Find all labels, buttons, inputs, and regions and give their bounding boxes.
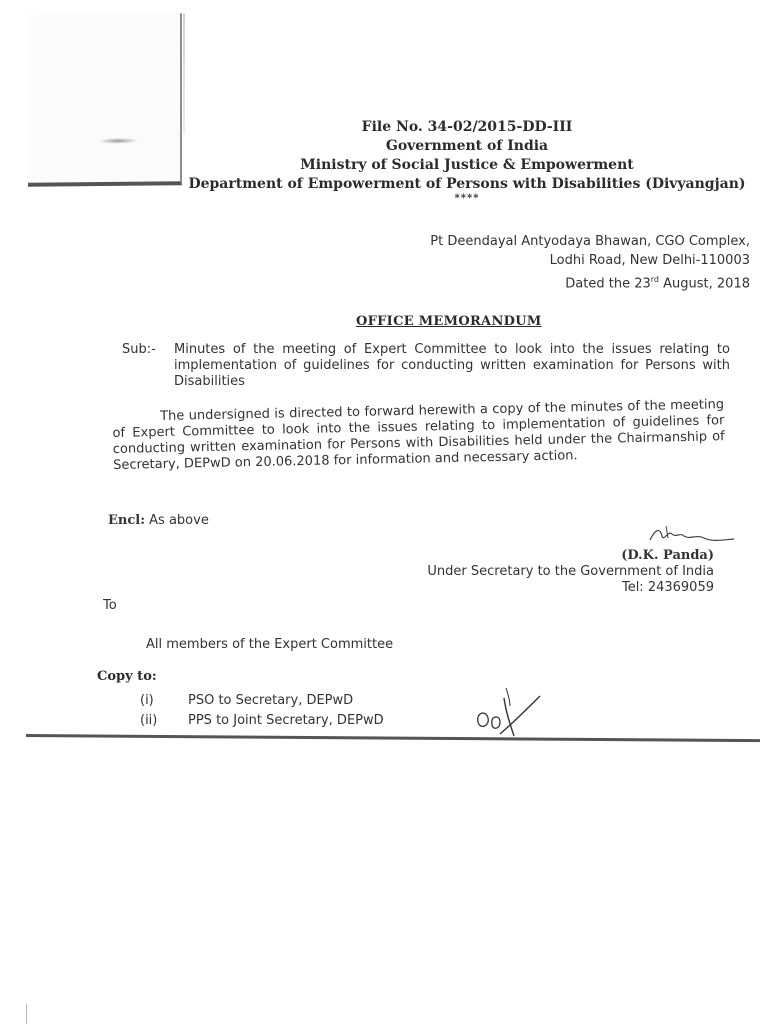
copy-item-number: (ii) (140, 713, 158, 728)
subject-label: Sub:- (122, 342, 156, 357)
address-line-1: Pt Deendayal Antyodaya Bhawan, CGO Complex, (430, 234, 750, 249)
address-line-2: Lodhi Road, New Delhi-110003 (549, 253, 750, 268)
government-line: Government of India (385, 138, 549, 154)
scan-smudge (98, 138, 138, 144)
enclosure-value: As above (149, 513, 209, 528)
fold-crease (183, 14, 185, 134)
letterhead (180, 118, 754, 204)
to-label: To (103, 598, 117, 613)
recipient-line: All members of the Expert Committee (146, 637, 394, 652)
address-block (430, 232, 750, 293)
department-line: Department of Empowerment of Persons with Disabilities (Divyangjan) (188, 176, 746, 192)
memo-title: OFFICE MEMORANDUM (356, 314, 542, 329)
date-line (430, 270, 750, 293)
subject-block (122, 342, 730, 390)
date-prefix: Dated the (565, 276, 635, 292)
memo-body: The undersigned is directed to forward herewith a copy of the minutes of the meeting of Expert Committee to look into the issues relating to implementation of guidelines for conducting written examination for Persons with Disabilities held under the Chairmanship of Secretary, DEPwD on 20.06.2018 for information and necessary action. (112, 397, 725, 473)
enclosure-line (108, 513, 209, 528)
date-day: 23 (634, 276, 651, 292)
copy-item-text: PPS to Joint Secretary, DEPwD (188, 713, 384, 728)
copy-list (140, 691, 384, 731)
signature-scribble (646, 522, 736, 548)
ministry-line: Ministry of Social Justice & Empowerment (300, 157, 634, 173)
date-suffix: rd (650, 275, 660, 284)
handwritten-initials (470, 684, 550, 740)
signatory-name: (D.K. Panda) (621, 548, 714, 563)
date-rest: August, 2018 (663, 276, 750, 292)
page-bottom-rule (26, 734, 760, 742)
copy-item (140, 711, 384, 731)
signatory-tel: Tel: 24369059 (621, 580, 714, 595)
enclosure-label: Encl: (108, 513, 146, 528)
file-number: File No. 34-02/2015-DD-III (361, 119, 573, 135)
copy-item-number: (i) (140, 693, 154, 708)
subject-text: Minutes of the meeting of Expert Committee to look into the issues relating to implementation of guidelines for conducting written examination for Persons with Disabilities (174, 342, 730, 389)
margin-mark (26, 1004, 27, 1024)
copy-item (140, 691, 384, 711)
copy-to-label: Copy to: (97, 669, 157, 684)
folded-corner-sheet (28, 13, 182, 187)
signatory-designation: Under Secretary to the Government of India (427, 564, 714, 579)
copy-item-text: PSO to Secretary, DEPwD (188, 693, 354, 708)
header-separator: **** (454, 193, 480, 204)
signatory-block (427, 548, 714, 596)
